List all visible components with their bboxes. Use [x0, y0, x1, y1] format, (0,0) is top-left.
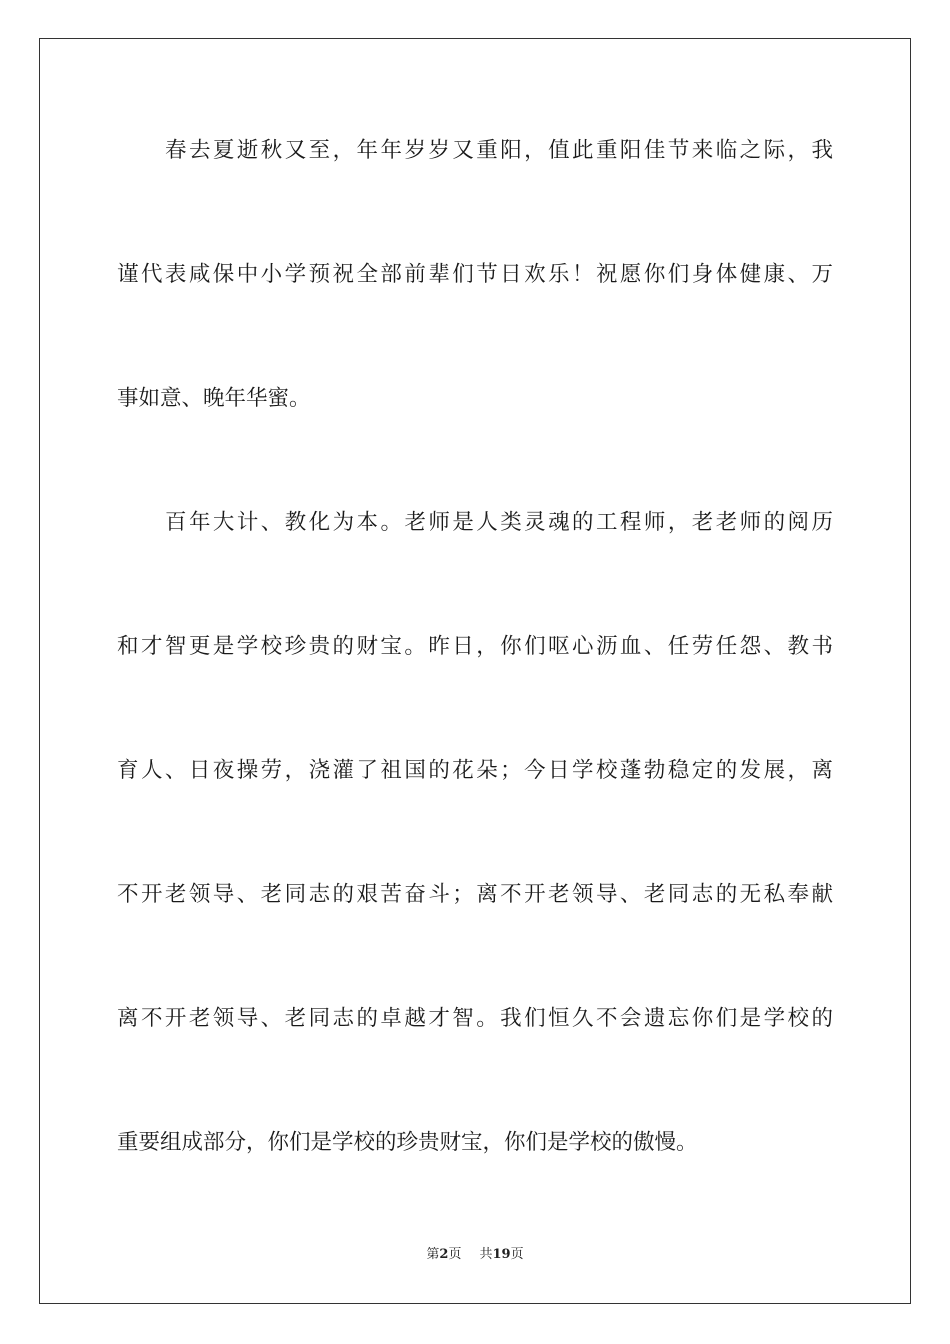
total-pages: 19 [492, 1247, 511, 1262]
paragraph-2-line-5: 离不开老领导、老同志的卓越才智。我们恒久不会遗忘你们是学校的 [117, 1006, 833, 1031]
page-number: 2 [439, 1247, 449, 1262]
page-suffix: 页 [448, 1247, 462, 1262]
page-prefix: 第 [426, 1247, 440, 1262]
page-border [39, 38, 911, 1304]
paragraph-2-line-1: 百年大计、教化为本。老师是人类灵魂的工程师，老老师的阅历 [165, 510, 833, 535]
paragraph-2-line-3: 育人、日夜操劳，浇灌了祖国的花朵；今日学校蓬勃稳定的发展，离 [117, 758, 833, 783]
paragraph-1-line-1: 春去夏逝秋又至，年年岁岁又重阳，值此重阳佳节来临之际，我 [165, 138, 833, 163]
total-suffix: 页 [510, 1247, 524, 1262]
total-prefix: 共 [479, 1247, 493, 1262]
paragraph-1-line-2: 谨代表咸保中小学预祝全部前辈们节日欢乐！祝愿你们身体健康、万 [117, 262, 833, 287]
paragraph-2-line-6: 重要组成部分，你们是学校的珍贵财宝，你们是学校的傲慢。 [117, 1130, 698, 1155]
paragraph-1-line-3: 事如意、晚年华蜜。 [117, 386, 311, 411]
page-footer [0, 1246, 950, 1264]
paragraph-2-line-4: 不开老领导、老同志的艰苦奋斗；离不开老领导、老同志的无私奉献 [117, 882, 833, 907]
paragraph-2-line-2: 和才智更是学校珍贵的财宝。昨日，你们呕心沥血、任劳任怨、教书 [117, 634, 833, 659]
